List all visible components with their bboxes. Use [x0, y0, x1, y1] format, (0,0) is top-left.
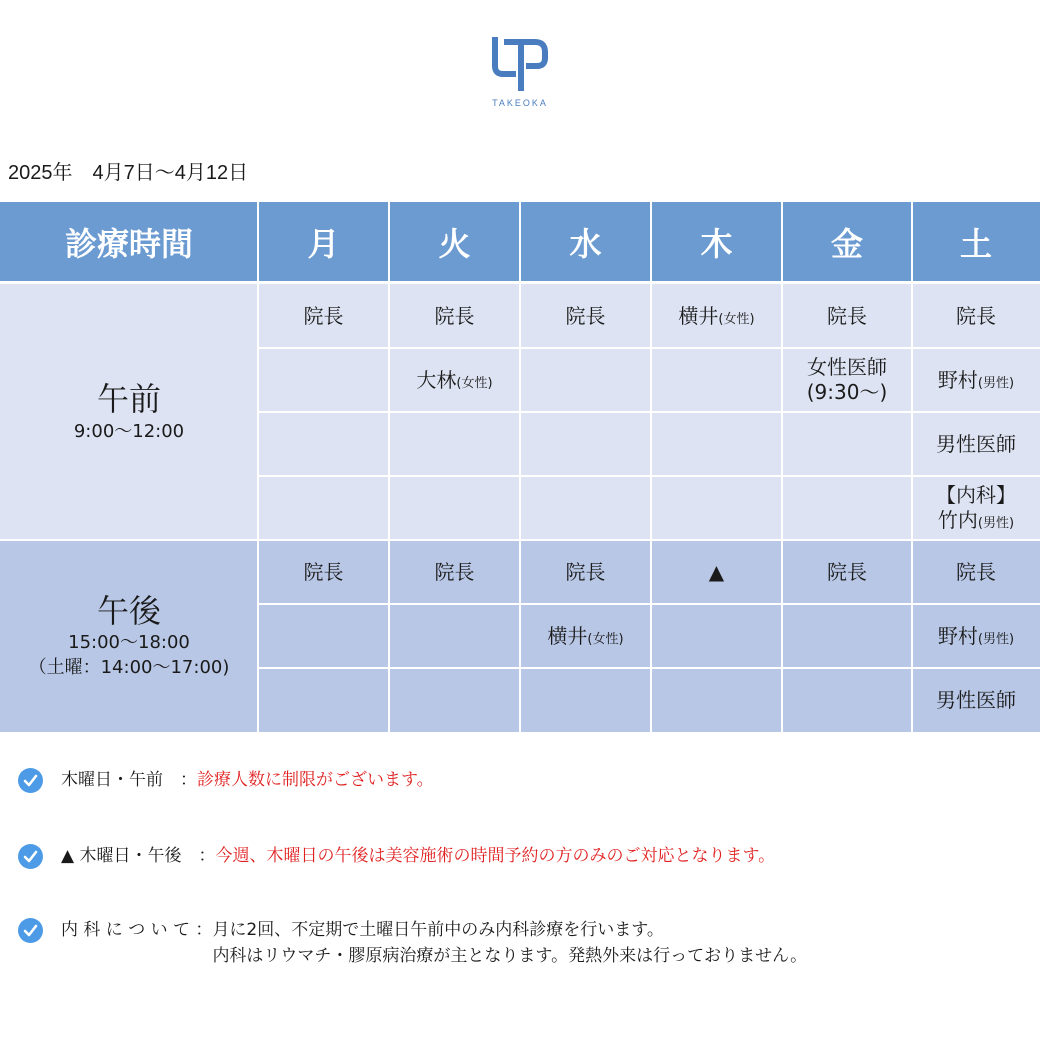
doctor-label: 男性医師 — [936, 431, 1016, 456]
grid-line — [258, 475, 1040, 477]
doctor-label: 女性医師 — [807, 355, 887, 379]
afternoon-cell — [782, 668, 912, 732]
doctor-name — [678, 304, 754, 329]
afternoon-cell — [782, 604, 912, 668]
afternoon-cell — [389, 604, 520, 668]
doctor-gender: (女性) — [718, 311, 755, 327]
note-text-2: 内科はリウマチ・膠原病治療が主となります。発熱外来は行っておりません。 — [212, 945, 808, 966]
doctor-name — [956, 560, 996, 585]
header-day-3: 水 — [520, 202, 651, 282]
morning-cell — [389, 412, 520, 476]
doctor-label: 野村 — [937, 367, 978, 392]
afternoon-cell — [912, 604, 1040, 668]
afternoon-cell — [258, 540, 389, 604]
afternoon-cell — [912, 540, 1040, 604]
afternoon-cell — [912, 668, 1040, 732]
saturday-afternoon-hours: （土曜：14:00〜17:00) — [28, 657, 230, 679]
doctor-name — [936, 688, 1016, 713]
doctor-label: 横井 — [547, 623, 588, 648]
grid-line — [258, 347, 1040, 349]
morning-cell — [258, 348, 389, 412]
week-range: 2025年 4月7日〜4月12日 — [8, 162, 249, 184]
morning-cell — [782, 284, 912, 348]
header-day-6: 土 — [912, 202, 1040, 282]
doctor-label: 院長 — [434, 303, 475, 328]
doctor-label: 院長 — [956, 559, 996, 584]
note-text: 診療人数に制限がございます。 — [197, 770, 434, 790]
afternoon-cell — [520, 604, 651, 668]
doctor-label: 院長 — [565, 303, 606, 328]
doctor-name — [938, 624, 1014, 649]
morning-cell — [389, 476, 520, 540]
doctor-name — [956, 304, 996, 329]
note-label: ▲ 木曜日・午後 ： — [61, 846, 216, 866]
afternoon-cell — [520, 668, 651, 732]
doctor-name-line2 — [807, 380, 888, 405]
doctor-label: 野村 — [937, 623, 978, 648]
header-hours-label: 診療時間 — [0, 202, 258, 282]
doctor-name — [938, 368, 1014, 393]
doctor-label-2: (9:30〜) — [806, 380, 888, 404]
note-text: 月に2回、不定期で土曜日午前中のみ内科診療を行います。 — [212, 920, 664, 940]
morning-cell — [389, 284, 520, 348]
doctor-name — [566, 560, 606, 585]
afternoon-cell — [389, 540, 520, 604]
doctor-label: 大林 — [416, 367, 457, 392]
morning-label-cell — [0, 284, 258, 540]
check-circle-icon — [18, 844, 43, 869]
note-text: 今週、木曜日の午後は美容施術の時間予約の方のみのご対応となります。 — [215, 846, 776, 866]
doctor-name — [304, 560, 344, 585]
note-thursday-afternoon — [18, 844, 775, 870]
doctor-label: 院長 — [956, 303, 996, 328]
doctor-gender: (女性) — [456, 375, 493, 391]
morning-label: 午前 — [96, 380, 161, 419]
takeoka-logo-icon — [491, 36, 549, 92]
doctor-gender: (男性) — [977, 375, 1015, 391]
check-circle-icon — [18, 768, 43, 793]
doctor-label: ▲ — [708, 559, 725, 584]
doctor-name — [936, 483, 1016, 508]
doctor-name — [416, 368, 492, 393]
morning-cell — [258, 476, 389, 540]
morning-cell — [258, 284, 389, 348]
doctor-label: 院長 — [303, 303, 344, 328]
doctor-label: 院長 — [434, 559, 475, 584]
header-day-1: 月 — [258, 202, 389, 282]
morning-cell — [912, 284, 1040, 348]
afternoon-cell — [258, 668, 389, 732]
morning-cell — [651, 412, 782, 476]
grid-line — [0, 539, 1040, 541]
morning-cell — [782, 412, 912, 476]
doctor-label: 横井 — [678, 303, 719, 328]
doctor-name — [435, 304, 475, 329]
morning-cell — [912, 348, 1040, 412]
afternoon-hours: 15:00〜18:00 — [68, 632, 190, 653]
header-day-4: 木 — [651, 202, 782, 282]
doctor-name — [435, 560, 475, 585]
header-day-2: 火 — [389, 202, 520, 282]
doctor-name — [827, 304, 867, 329]
morning-cell — [520, 476, 651, 540]
grid-line — [258, 411, 1040, 413]
afternoon-label: 午後 — [96, 591, 161, 630]
afternoon-cell — [258, 604, 389, 668]
check-circle-icon — [18, 918, 43, 943]
doctor-name — [827, 560, 867, 585]
doctor-label: 男性医師 — [936, 687, 1016, 712]
afternoon-cell — [651, 668, 782, 732]
morning-cell — [782, 476, 912, 540]
doctor-gender: (男性) — [977, 516, 1015, 531]
header-day-5: 金 — [782, 202, 912, 282]
grid-line — [0, 281, 1040, 283]
doctor-label: 院長 — [827, 559, 867, 584]
note-internal-medicine — [18, 918, 807, 969]
note-thursday-morning — [18, 768, 434, 794]
afternoon-cell — [782, 540, 912, 604]
morning-cell — [520, 284, 651, 348]
grid-line — [258, 603, 1040, 605]
doctor-name — [936, 432, 1016, 457]
morning-cell — [389, 348, 520, 412]
morning-cell — [912, 476, 1040, 540]
doctor-name — [547, 624, 623, 649]
afternoon-cell — [651, 540, 782, 604]
morning-cell — [520, 412, 651, 476]
schedule-table — [0, 202, 1040, 734]
morning-cell — [782, 348, 912, 412]
note-label: 木曜日・午前 ： — [61, 770, 197, 790]
brand-name: TAKEOKA — [492, 98, 548, 108]
doctor-name-line2 — [938, 508, 1014, 533]
afternoon-label-cell — [0, 540, 258, 732]
morning-cell — [912, 412, 1040, 476]
doctor-label: 院長 — [827, 303, 867, 328]
morning-cell — [651, 476, 782, 540]
morning-cell — [651, 284, 782, 348]
afternoon-cell — [520, 540, 651, 604]
doctor-name — [304, 304, 344, 329]
doctor-name — [807, 355, 887, 380]
note-label: 内 科 に つ い て ： — [61, 920, 213, 940]
afternoon-cell — [651, 604, 782, 668]
brand-logo — [480, 36, 560, 120]
doctor-gender: (男性) — [977, 631, 1015, 647]
afternoon-cell — [389, 668, 520, 732]
doctor-gender: (女性) — [587, 631, 624, 647]
morning-cell — [651, 348, 782, 412]
doctor-label: 院長 — [565, 559, 606, 584]
doctor-name — [709, 560, 724, 585]
grid-line — [258, 667, 1040, 669]
morning-cell — [520, 348, 651, 412]
morning-hours: 9:00〜12:00 — [73, 420, 185, 442]
morning-cell — [258, 412, 389, 476]
doctor-name — [566, 304, 606, 329]
doctor-label: 【内科】 — [936, 483, 1016, 507]
doctor-label: 院長 — [303, 559, 344, 584]
doctor-label-2: 竹内 — [937, 508, 978, 532]
